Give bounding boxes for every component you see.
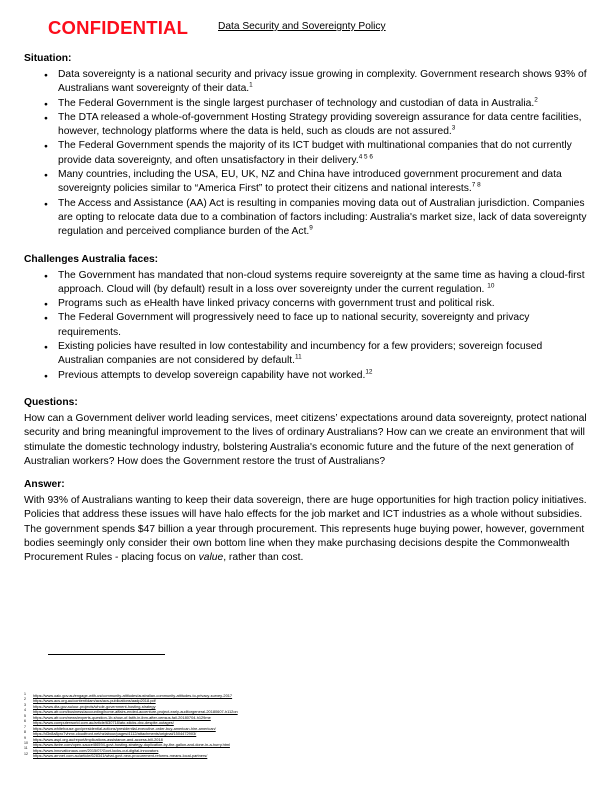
bullet-text: The Federal Government will progressively need to face up to national security, sovereignty and privacy requirements. — [58, 312, 530, 338]
list-item — [24, 139, 588, 168]
footnote-number: 5 — [24, 713, 26, 718]
list-item — [24, 311, 588, 340]
footnote-number: 9 — [24, 735, 26, 740]
footnote-link[interactable]: https://www.whitehouse.gov/presidential-actions/presidential-executive-order-buy-american-hire-american/ — [33, 725, 216, 731]
bullet-text: Existing policies have resulted in low contestability and incumbency for a few providers; sovereign focused Australian companies are not considered by default. — [58, 341, 543, 367]
challenges-bullet-list — [24, 269, 588, 383]
bullet-text: The Access and Assistance (AA) Act is resulting in companies moving data out of Australian jurisdiction. Companies are opting to relocate data due to a combination of factors including: Australia's market size, lack of data sovereignty regulation and perceived compliance burden of the Act. — [58, 197, 587, 238]
footnote-link[interactable]: https://www.dta.gov.au/our-projects/whole-government-hosting-strategy — [33, 703, 156, 709]
footnote-link[interactable]: https://www.afr.com/business/accounting/home-affairs-ended-accenture-project-early-auditorgeneral-20180607-h112on — [33, 709, 238, 715]
answer-paragraph-2-text-before: The government spends $47 billion a year through procurement. This represents huge buying power, however, government bodies seemingly only consider their own bottom line when they make purchasing decisions despite the Commonwealth Procurement Rules - placing focus on — [24, 523, 585, 564]
footnote-number: 1 — [24, 691, 26, 696]
list-item — [24, 269, 588, 298]
footnote-ref: 1 — [249, 81, 253, 89]
bullet-text: The Federal Government spends the majority of its ICT budget with multinational companies that do not currently provide data sovereignty, and often unsatisfactory in their delivery. — [58, 140, 572, 166]
footnote-link[interactable]: https://d3n8a8pro7vhmx.cloudfront.net/nzlabour/pages/4112/attachments/original/1504472903/ — [33, 731, 197, 737]
section-heading-challenges: Challenges Australia faces: — [24, 253, 159, 265]
footnote-number: 2 — [24, 697, 26, 702]
page-title: Data Security and Sovereignty Policy — [218, 21, 386, 32]
bullet-text: The Government has mandated that non-cloud systems require sovereignty at the same time as having a cloud-first approach. Cloud will (by default) result in a loss over sovereignty under the current regulation. — [58, 269, 585, 295]
document-body — [0, 52, 612, 566]
footnote-number: 12 — [24, 751, 28, 756]
footnote-number: 10 — [24, 740, 28, 745]
bullet-text: Many countries, including the USA, EU, UK, NZ and China have introduced government procurement and data sovereignty policies similar to “America First” to protect their citizens and national interests. — [58, 169, 562, 195]
document-header — [0, 17, 612, 47]
list-item — [24, 369, 588, 383]
footnote-ref: 9 — [309, 224, 313, 232]
answer-paragraph-1: With 93% of Australians wanting to keep their data sovereign, there are huge opportunities for high traction policy initiatives. Policies that address these issues will have halo effects for the job market and ICT industries as a whole without subsidies. — [24, 495, 587, 521]
footnote-link[interactable]: https://www.acs.org.au/content/dam/acs/acs-publications/aadp2018.pdf — [33, 698, 156, 704]
footnote-ref: 10 — [487, 282, 495, 290]
footnote-link[interactable]: https://www.computerworld.com.au/article/630718/ato-sticks-dxc-despite-outages/ — [33, 720, 174, 726]
footnote-ref: 12 — [365, 368, 373, 376]
bullet-text: Programs such as eHealth have linked privacy concerns with government trust and political risk. — [58, 298, 495, 310]
footnote-number: 7 — [24, 724, 26, 729]
list-item — [24, 68, 588, 97]
list-item — [24, 197, 588, 240]
footnote-link[interactable]: https://www.itwire.com/open-sauce/86594-govt-hosting-strategy-duplication-by-the-gallon-and-done-in-a-hurry.html — [33, 742, 230, 748]
footnote-number: 6 — [24, 719, 26, 724]
list-item — [24, 97, 588, 111]
bullet-text: The Federal Government is the single largest purchaser of technology and custodian of data in Australia. — [58, 97, 535, 109]
answer-paragraph-2 — [24, 523, 588, 566]
list-item — [24, 168, 588, 197]
list-item — [24, 340, 588, 369]
footnote-ref: 11 — [294, 353, 302, 361]
footnote-link[interactable]: https://www.aspi.org.au/report/implications-assistance-and-access-bill-2018 — [33, 736, 163, 742]
section-heading-situation: Situation: — [24, 53, 72, 64]
answer-paragraph-2-text-after: , rather than cost. — [223, 552, 304, 564]
section-heading-answer: Answer: — [24, 479, 65, 491]
footnote-number: 11 — [24, 746, 28, 751]
bullet-text: Data sovereignty is a national security and privacy issue growing in complexity. Government research shows 93% of Australians want sovereignty of their data. — [58, 69, 587, 95]
classification-banner: CONFIDENTIAL — [48, 17, 189, 38]
list-item — [24, 297, 588, 311]
footnote-ref: 2 — [534, 96, 538, 104]
list-item — [24, 111, 588, 140]
answer-emphasis-value: value — [198, 552, 224, 564]
document-page — [0, 17, 612, 809]
footnote-number: 3 — [24, 702, 26, 707]
bullet-text: The DTA released a whole-of-government Hosting Strategy providing sovereign assurance for data centre facilities, however, technology platforms where the data is held, such as clouds are not assured. — [58, 111, 582, 138]
footnote-link[interactable]: https://www.arnnet.com.au/article/628341/what-govt-new-procurement-reforms-means-local-partners/ — [33, 752, 208, 758]
footnote-link[interactable]: https://www.innovationaus.com/2015/07/Govt-locks-out-digital-innovators — [33, 747, 159, 753]
footnote-ref: 7 8 — [471, 181, 481, 189]
footnote-separator-rule — [48, 654, 165, 655]
bullet-text: Previous attempts to develop sovereign capability have not worked. — [58, 369, 366, 381]
footnote-link[interactable]: https://www.afr.com/news/experts-question-1b-show-of-faith-in-ibm-after-census-fail-20180704-h129me — [33, 714, 211, 720]
footnote-ref: 3 — [451, 124, 456, 132]
footnote-ref: 4 5 6 — [358, 153, 373, 161]
footnote-list — [24, 693, 594, 758]
situation-bullet-list — [24, 68, 588, 240]
footnote-link[interactable]: https://www.oaic.gov.au/engage-with-us/community-attitudes/australian-community-attitudes-to-privacy-survey-2017 — [33, 693, 233, 698]
questions-paragraph: How can a Government deliver world leading services, meet citizens’ expectations around data sovereignty, protect national security and bring meaningful improvement to the lives of ordinary Australians? How can we create an environment that will stimulate the domestic technology industry, bolstering Australia's economic future and the future of the next generation of Australian workers? How does the Government restore the trust of Australians? — [24, 412, 587, 467]
section-heading-questions: Questions: — [24, 396, 78, 408]
footnote-number: 4 — [24, 708, 26, 713]
footnote-item — [24, 753, 594, 758]
footnote-number: 8 — [24, 730, 26, 735]
